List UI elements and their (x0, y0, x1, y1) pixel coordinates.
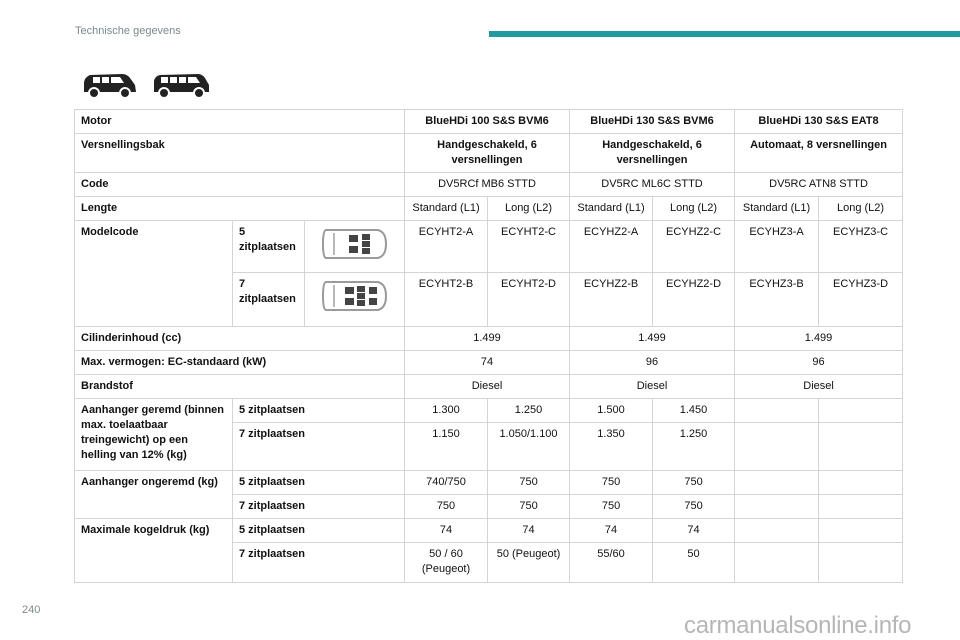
watermark: carmanualsonline.info (684, 612, 912, 639)
unbraked-7-5 (735, 495, 819, 519)
seat-layout-7-cell (305, 273, 405, 327)
length-6: Long (L2) (819, 197, 903, 221)
unbraked-7-4: 750 (653, 495, 735, 519)
gearbox-3: Automaat, 8 versnellingen (735, 134, 903, 173)
engine-2: BlueHDi 130 S&S BVM6 (570, 110, 735, 134)
engine-3: BlueHDi 130 S&S EAT8 (735, 110, 903, 134)
seat-layout-5-icon (320, 225, 390, 263)
label-unbraked-trailer: Aanhanger ongeremd (kg) (75, 471, 233, 519)
row-code (75, 173, 903, 197)
noseweight-5-1: 74 (405, 519, 488, 543)
length-3: Standard (L1) (570, 197, 653, 221)
seat-layout-7-icon (320, 277, 390, 315)
page-number: 240 (22, 604, 41, 616)
length-1: Standard (L1) (405, 197, 488, 221)
displacement-3: 1.499 (735, 327, 903, 351)
noseweight-7-2: 50 (Peugeot) (488, 543, 570, 583)
modelcode-7-1: ECYHT2-B (405, 273, 488, 327)
row-motor (75, 110, 903, 134)
power-3: 96 (735, 351, 903, 375)
unbraked-seats-5: 5 zitplaatsen (233, 471, 405, 495)
label-braked-trailer: Aanhanger geremd (binnen max. toelaatbaar treingewicht) op een helling van 12% (kg) (75, 399, 233, 471)
code-2: DV5RC ML6C STTD (570, 173, 735, 197)
row-displacement (75, 327, 903, 351)
braked-5-5 (735, 399, 819, 423)
braked-7-2: 1.050/1.100 (488, 423, 570, 471)
code-3: DV5RC ATN8 STTD (735, 173, 903, 197)
row-fuel (75, 375, 903, 399)
noseweight-7-6 (819, 543, 903, 583)
braked-5-6 (819, 399, 903, 423)
label-code: Code (75, 173, 405, 197)
displacement-1: 1.499 (405, 327, 570, 351)
noseweight-seats-5: 5 zitplaatsen (233, 519, 405, 543)
label-displacement: Cilinderinhoud (cc) (75, 327, 405, 351)
fuel-3: Diesel (735, 375, 903, 399)
unbraked-5-4: 750 (653, 471, 735, 495)
braked-7-1: 1.150 (405, 423, 488, 471)
spec-table (74, 109, 903, 583)
row-length (75, 197, 903, 221)
label-power: Max. vermogen: EC-standaard (kW) (75, 351, 405, 375)
label-motor: Motor (75, 110, 405, 134)
length-5: Standard (L1) (735, 197, 819, 221)
row-noseweight-5 (75, 519, 903, 543)
row-power (75, 351, 903, 375)
modelcode-5-2: ECYHT2-C (488, 221, 570, 273)
unbraked-7-6 (819, 495, 903, 519)
braked-7-5 (735, 423, 819, 471)
modelcode-7-3: ECYHZ2-B (570, 273, 653, 327)
noseweight-7-1: 50 / 60 (Peugeot) (405, 543, 488, 583)
seat-layout-5-cell (305, 221, 405, 273)
noseweight-5-6 (819, 519, 903, 543)
modelcode-7-6: ECYHZ3-D (819, 273, 903, 327)
engine-1: BlueHDi 100 S&S BVM6 (405, 110, 570, 134)
braked-7-4: 1.250 (653, 423, 735, 471)
fuel-1: Diesel (405, 375, 570, 399)
fuel-2: Diesel (570, 375, 735, 399)
noseweight-5-4: 74 (653, 519, 735, 543)
power-1: 74 (405, 351, 570, 375)
van-5-seat-icon (80, 70, 138, 100)
unbraked-5-5 (735, 471, 819, 495)
vehicle-icons (80, 70, 210, 100)
unbraked-7-2: 750 (488, 495, 570, 519)
modelcode-7-4: ECYHZ2-D (653, 273, 735, 327)
gearbox-1: Handgeschakeld, 6 versnellingen (405, 134, 570, 173)
unbraked-5-2: 750 (488, 471, 570, 495)
noseweight-7-3: 55/60 (570, 543, 653, 583)
noseweight-seats-7: 7 zitplaatsen (233, 543, 405, 583)
modelcode-5-4: ECYHZ2-C (653, 221, 735, 273)
label-fuel: Brandstof (75, 375, 405, 399)
length-4: Long (L2) (653, 197, 735, 221)
unbraked-7-1: 750 (405, 495, 488, 519)
noseweight-7-5 (735, 543, 819, 583)
modelcode-5-3: ECYHZ2-A (570, 221, 653, 273)
gearbox-2: Handgeschakeld, 6 versnellingen (570, 134, 735, 173)
row-unbraked-5 (75, 471, 903, 495)
row-gearbox (75, 134, 903, 173)
braked-seats-5: 5 zitplaatsen (233, 399, 405, 423)
van-7-seat-icon (152, 70, 210, 100)
row-braked-5 (75, 399, 903, 423)
braked-5-2: 1.250 (488, 399, 570, 423)
label-gearbox: Versnellingsbak (75, 134, 405, 173)
accent-bar (489, 31, 960, 37)
modelcode-5-6: ECYHZ3-C (819, 221, 903, 273)
modelcode-5-1: ECYHT2-A (405, 221, 488, 273)
modelcode-7-2: ECYHT2-D (488, 273, 570, 327)
modelcode-5-5: ECYHZ3-A (735, 221, 819, 273)
modelcode-seats-5: 5 zitplaatsen (233, 221, 305, 273)
row-modelcode-5 (75, 221, 903, 273)
noseweight-5-2: 74 (488, 519, 570, 543)
unbraked-seats-7: 7 zitplaatsen (233, 495, 405, 519)
noseweight-5-5 (735, 519, 819, 543)
label-length: Lengte (75, 197, 405, 221)
unbraked-5-3: 750 (570, 471, 653, 495)
braked-5-3: 1.500 (570, 399, 653, 423)
braked-7-6 (819, 423, 903, 471)
noseweight-5-3: 74 (570, 519, 653, 543)
braked-7-3: 1.350 (570, 423, 653, 471)
noseweight-7-4: 50 (653, 543, 735, 583)
braked-5-4: 1.450 (653, 399, 735, 423)
code-1: DV5RCf MB6 STTD (405, 173, 570, 197)
label-modelcode: Modelcode (75, 221, 233, 327)
unbraked-5-1: 740/750 (405, 471, 488, 495)
section-title: Technische gegevens (75, 25, 181, 37)
unbraked-5-6 (819, 471, 903, 495)
braked-5-1: 1.300 (405, 399, 488, 423)
length-2: Long (L2) (488, 197, 570, 221)
modelcode-seats-7: 7 zitplaatsen (233, 273, 305, 327)
unbraked-7-3: 750 (570, 495, 653, 519)
label-nose-weight: Maximale kogeldruk (kg) (75, 519, 233, 583)
modelcode-7-5: ECYHZ3-B (735, 273, 819, 327)
displacement-2: 1.499 (570, 327, 735, 351)
braked-seats-7: 7 zitplaatsen (233, 423, 405, 471)
power-2: 96 (570, 351, 735, 375)
